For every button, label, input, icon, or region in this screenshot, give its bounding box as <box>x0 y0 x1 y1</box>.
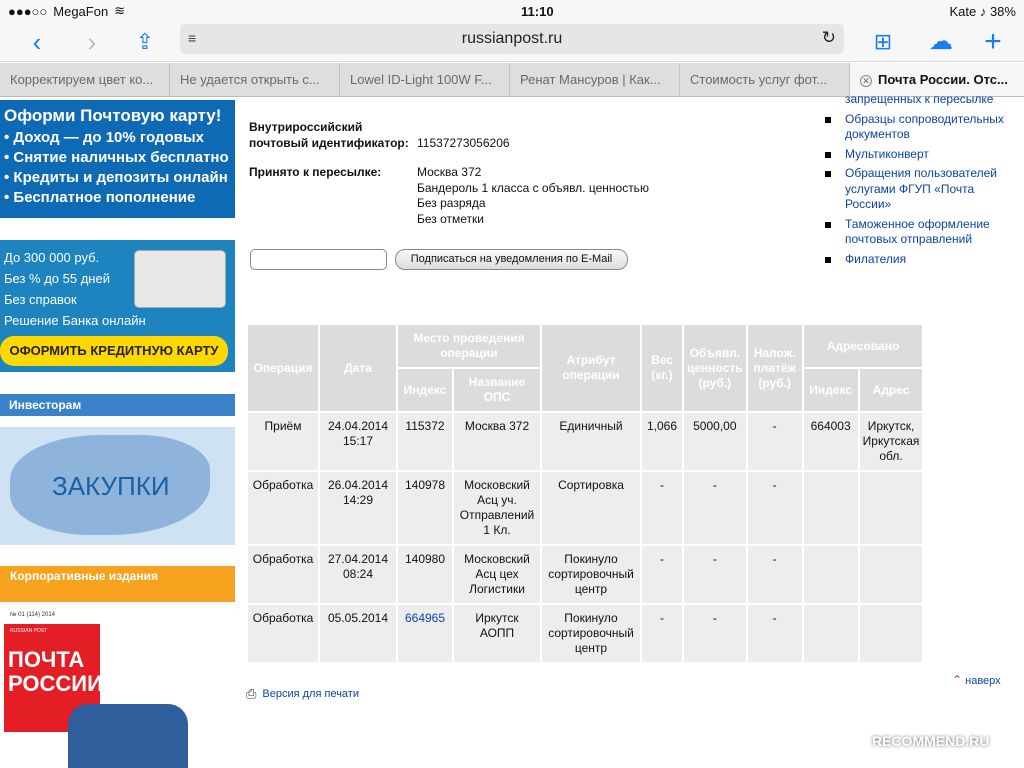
back-icon[interactable]: ‹ <box>32 27 42 57</box>
table-row <box>248 605 922 662</box>
credit-banner-line: Без справок <box>4 292 77 307</box>
cell-to-index <box>804 546 858 603</box>
credit-banner-line: Решение Банка онлайн <box>4 313 146 328</box>
clock: 11:10 <box>521 3 554 19</box>
left-sidebar <box>0 100 236 768</box>
watermark: RECOMMEND.RU <box>872 733 990 749</box>
cell-date: 05.05.2014 <box>320 605 396 662</box>
credit-card-image <box>134 250 226 308</box>
cell-attr: Единичный <box>542 413 640 470</box>
status-bar <box>0 0 1024 22</box>
cell-to-index <box>804 605 858 662</box>
reader-icon[interactable]: ≡ <box>188 30 197 46</box>
tab[interactable]: Стоимость услуг фот... <box>680 63 850 96</box>
cell-name: Московский Асц цех Логистики <box>454 546 540 603</box>
cell-op: Обработка <box>248 605 318 662</box>
cell-to-addr: Иркутск, Иркутская обл. <box>860 413 923 470</box>
back-to-top-link[interactable] <box>952 673 1001 687</box>
cell-to-index: 664003 <box>804 413 858 470</box>
cell-date: 26.04.2014 14:29 <box>320 472 396 544</box>
link-philately[interactable]: Филателия <box>822 252 1022 268</box>
new-tab-icon[interactable]: + <box>984 25 1002 58</box>
cell-to-addr <box>860 546 923 603</box>
subscribe-button[interactable]: Подписаться на уведомления по E-Mail <box>395 249 628 270</box>
tab[interactable]: Не удается открыть с... <box>170 63 340 96</box>
signal-icon: ●●●○○ <box>8 3 48 19</box>
link-customs[interactable]: Таможенное оформление почтовых отправлений <box>822 217 1022 248</box>
cell-declared: - <box>684 605 746 662</box>
cell-weight: - <box>642 546 682 603</box>
browser-toolbar <box>0 22 1024 62</box>
forward-icon[interactable]: › <box>87 27 97 57</box>
tab-active-label: Почта России. Отс... <box>878 72 1008 87</box>
th-cod: Налож. платёж (руб.) <box>748 325 802 411</box>
cell-weight: 1,066 <box>642 413 682 470</box>
cell-cod: - <box>748 472 802 544</box>
tracking-table <box>246 323 924 664</box>
share-icon[interactable]: ⇪ <box>135 29 155 54</box>
accepted-line: Бандероль 1 класса с объявл. ценностью <box>417 180 649 195</box>
cell-index: 115372 <box>398 413 452 470</box>
battery: Kate ♪ 38% <box>949 3 1016 19</box>
table-row <box>248 413 922 470</box>
wifi-icon: ≋ <box>114 3 126 18</box>
card-banner-line: • Снятие наличных бесплатно <box>4 149 229 166</box>
cell-op: Обработка <box>248 546 318 603</box>
tracking-id-value: 11537273056206 <box>417 136 510 150</box>
print-version-label: Версия для печати <box>262 688 359 700</box>
index-link[interactable]: 664965 <box>404 611 446 625</box>
magazine-bag-image <box>68 704 188 768</box>
cell-date: 24.04.2014 15:17 <box>320 413 396 470</box>
cell-declared: - <box>684 472 746 544</box>
cell-index: 140978 <box>398 472 452 544</box>
th-weight: Вес (кг.) <box>642 325 682 411</box>
credit-card-banner[interactable] <box>0 240 235 372</box>
card-banner-title: Оформи Почтовую карту! <box>4 106 222 125</box>
link-samples[interactable]: Образцы сопроводительных документов <box>822 112 1022 143</box>
carrier: MegaFon <box>53 3 109 19</box>
print-version-link[interactable] <box>246 686 359 702</box>
cell-op: Обработка <box>248 472 318 544</box>
postal-card-banner[interactable] <box>0 100 235 218</box>
printer-icon: ⎙ <box>246 686 257 701</box>
cell-name: Московский Асц уч. Отправлений 1 Кл. <box>454 472 540 544</box>
magazine-cover[interactable] <box>0 608 235 768</box>
magazine-issue: № 01 (114) 2014 <box>10 612 56 618</box>
tab[interactable]: Ренат Мансуров | Как... <box>510 63 680 96</box>
credit-banner-line: До 300 000 руб. <box>4 250 100 265</box>
reload-icon[interactable]: ↻ <box>821 28 836 47</box>
purchases-banner[interactable] <box>0 427 235 545</box>
card-banner-line: • Бесплатное пополнение <box>4 189 196 206</box>
magazine-brand: RUSSIAN POST <box>10 628 48 634</box>
tracking-id-label: Внутрироссийский почтовый идентификатор: <box>249 120 409 150</box>
th-addr-index: Индекс <box>804 369 858 411</box>
credit-banner-line: Без % до 55 дней <box>4 271 110 286</box>
right-links <box>822 92 1022 271</box>
cell-cod: - <box>748 413 802 470</box>
cell-name: Москва 372 <box>454 413 540 470</box>
th-address: Адрес <box>860 369 923 411</box>
link-multienvelope[interactable]: Мультиконверт <box>822 147 1022 163</box>
up-arrow-icon: ⌃ <box>952 673 963 687</box>
th-declared: Объявл. ценность (руб.) <box>684 325 746 411</box>
cell-attr: Сортировка <box>542 472 640 544</box>
link-appeals[interactable]: Обращения пользователей услугами ФГУП «Почта России» <box>822 166 1022 213</box>
url-text: russianpost.ru <box>461 30 563 47</box>
bookmarks-icon[interactable]: ⊞ <box>873 29 893 54</box>
link-prohibited[interactable]: запрещенных к пересылке <box>845 92 994 106</box>
th-ops-name: Название ОПС <box>454 369 540 411</box>
cell-cod: - <box>748 605 802 662</box>
accepted-label: Принято к пересылке: <box>249 165 382 179</box>
cell-weight: - <box>642 472 682 544</box>
accepted-details <box>417 165 649 227</box>
th-index: Индекс <box>398 369 452 411</box>
table-row <box>248 472 922 544</box>
cell-to-index <box>804 472 858 544</box>
email-input[interactable] <box>250 249 387 270</box>
cloud-icon[interactable]: ☁ <box>929 28 953 55</box>
purchases-title: ЗАКУПКИ <box>52 471 170 501</box>
th-place: Место проведения операции <box>398 325 540 367</box>
credit-card-cta[interactable]: ОФОРМИТЬ КРЕДИТНУЮ КАРТУ <box>0 336 228 366</box>
tracking-id-block <box>249 119 579 152</box>
cell-attr: Покинуло сортировочный центр <box>542 546 640 603</box>
address-bar[interactable] <box>180 24 844 54</box>
cell-date: 27.04.2014 08:24 <box>320 546 396 603</box>
cell-declared: 5000,00 <box>684 413 746 470</box>
accepted-line: Без отметки <box>417 211 485 226</box>
th-date: Дата <box>320 325 396 411</box>
table-row <box>248 546 922 603</box>
th-attribute: Атрибут операции <box>542 325 640 411</box>
cell-to-addr <box>860 605 923 662</box>
magazine-title: ПОЧТА РОССИИ <box>4 624 100 732</box>
tab[interactable]: Lowel ID-Light 100W F... <box>340 63 510 96</box>
close-tab-icon[interactable]: ✕ <box>860 75 872 87</box>
cell-index-link[interactable] <box>398 605 452 662</box>
cell-attr: Покинуло сортировочный центр <box>542 605 640 662</box>
cell-name: Иркутск АОПП <box>454 605 540 662</box>
card-banner-line: • Кредиты и депозиты онлайн <box>4 169 228 186</box>
cell-weight: - <box>642 605 682 662</box>
cell-declared: - <box>684 546 746 603</box>
th-operation: Операция <box>248 325 318 411</box>
cell-index: 140980 <box>398 546 452 603</box>
cell-op: Приём <box>248 413 318 470</box>
cell-cod: - <box>748 546 802 603</box>
card-banner-line: • Доход — до 10% годовых <box>4 129 204 146</box>
investors-link[interactable]: Инвесторам <box>0 394 235 416</box>
accepted-line: Москва 372 <box>417 165 482 179</box>
th-addressed: Адресовано <box>804 325 923 367</box>
back-to-top-label: наверх <box>965 675 1001 687</box>
cell-to-addr <box>860 472 923 544</box>
tab[interactable]: Корректируем цвет ко... <box>0 63 170 96</box>
corporate-editions-link[interactable]: Корпоративные издания <box>0 566 235 602</box>
accepted-line: Без разряда <box>417 196 486 210</box>
